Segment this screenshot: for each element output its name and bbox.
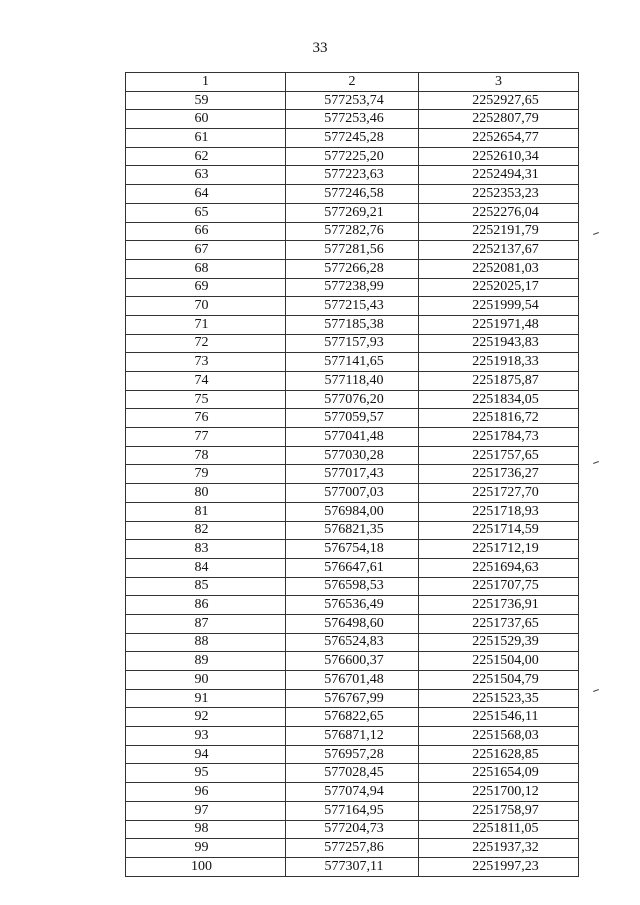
y-coordinate-cell: 2251712,19: [419, 540, 579, 559]
x-coordinate-cell: 576536,49: [286, 596, 419, 615]
point-number-cell: 98: [126, 820, 286, 839]
x-coordinate-cell: 577215,43: [286, 297, 419, 316]
point-number-cell: 69: [126, 278, 286, 297]
y-coordinate-cell: 2252025,17: [419, 278, 579, 297]
y-coordinate-cell: 2251811,05: [419, 820, 579, 839]
y-coordinate-cell: 2252654,77: [419, 129, 579, 148]
y-coordinate-cell: 2251784,73: [419, 428, 579, 447]
x-coordinate-cell: 576821,35: [286, 521, 419, 540]
table-row: [126, 502, 579, 521]
x-coordinate-cell: 577269,21: [286, 203, 419, 222]
x-coordinate-cell: 576598,53: [286, 577, 419, 596]
y-coordinate-cell: 2252807,79: [419, 110, 579, 129]
table-row: [126, 558, 579, 577]
point-number-cell: 94: [126, 745, 286, 764]
point-number-cell: 88: [126, 633, 286, 652]
point-number-cell: 89: [126, 652, 286, 671]
x-coordinate-cell: 577223,63: [286, 166, 419, 185]
point-number-cell: 77: [126, 428, 286, 447]
table-row: [126, 801, 579, 820]
point-number-cell: 81: [126, 502, 286, 521]
y-coordinate-cell: 2251736,91: [419, 596, 579, 615]
y-coordinate-cell: 2251736,27: [419, 465, 579, 484]
x-coordinate-cell: 577141,65: [286, 353, 419, 372]
point-number-cell: 61: [126, 129, 286, 148]
table-row: [126, 147, 579, 166]
point-number-cell: 64: [126, 185, 286, 204]
y-coordinate-cell: 2252610,34: [419, 147, 579, 166]
x-coordinate-cell: 576957,28: [286, 745, 419, 764]
table-row: [126, 278, 579, 297]
x-coordinate-cell: 577074,94: [286, 783, 419, 802]
x-coordinate-cell: 577028,45: [286, 764, 419, 783]
point-number-cell: 78: [126, 446, 286, 465]
point-number-cell: 59: [126, 91, 286, 110]
y-coordinate-cell: 2251718,93: [419, 502, 579, 521]
table-row: [126, 428, 579, 447]
y-coordinate-cell: 2251714,59: [419, 521, 579, 540]
y-coordinate-cell: 2252081,03: [419, 259, 579, 278]
y-coordinate-cell: 2252353,23: [419, 185, 579, 204]
y-coordinate-cell: 2251504,79: [419, 671, 579, 690]
x-coordinate-cell: 576524,83: [286, 633, 419, 652]
y-coordinate-cell: 2252276,04: [419, 203, 579, 222]
x-coordinate-cell: 577246,58: [286, 185, 419, 204]
y-coordinate-cell: 2251523,35: [419, 689, 579, 708]
y-coordinate-cell: 2251758,97: [419, 801, 579, 820]
y-coordinate-cell: 2251700,12: [419, 783, 579, 802]
header-row: [126, 73, 579, 92]
y-coordinate-cell: 2252137,67: [419, 241, 579, 260]
point-number-cell: 99: [126, 839, 286, 858]
table-row: [126, 110, 579, 129]
y-coordinate-cell: 2251568,03: [419, 727, 579, 746]
x-coordinate-cell: 577059,57: [286, 409, 419, 428]
y-coordinate-cell: 2251546,11: [419, 708, 579, 727]
point-number-cell: 85: [126, 577, 286, 596]
x-coordinate-cell: 577257,86: [286, 839, 419, 858]
table-row: [126, 577, 579, 596]
x-coordinate-cell: 576498,60: [286, 614, 419, 633]
y-coordinate-cell: 2251937,32: [419, 839, 579, 858]
y-coordinate-cell: 2251628,85: [419, 745, 579, 764]
table-row: [126, 259, 579, 278]
point-number-cell: 63: [126, 166, 286, 185]
table-row: [126, 166, 579, 185]
table-row: [126, 521, 579, 540]
point-number-cell: 87: [126, 614, 286, 633]
table-row: [126, 484, 579, 503]
y-coordinate-cell: 2251707,75: [419, 577, 579, 596]
point-number-cell: 90: [126, 671, 286, 690]
table-row: [126, 203, 579, 222]
y-coordinate-cell: 2251737,65: [419, 614, 579, 633]
point-number-cell: 91: [126, 689, 286, 708]
y-coordinate-cell: 2251529,39: [419, 633, 579, 652]
table-row: [126, 783, 579, 802]
x-coordinate-cell: 577253,74: [286, 91, 419, 110]
y-coordinate-cell: 2251875,87: [419, 372, 579, 391]
x-coordinate-cell: 577007,03: [286, 484, 419, 503]
table-row: [126, 857, 579, 876]
table-row: [126, 129, 579, 148]
x-coordinate-cell: 576822,65: [286, 708, 419, 727]
table-row: [126, 353, 579, 372]
y-coordinate-cell: 2251999,54: [419, 297, 579, 316]
x-coordinate-cell: 576871,12: [286, 727, 419, 746]
table-row: [126, 315, 579, 334]
x-coordinate-cell: 577281,56: [286, 241, 419, 260]
x-coordinate-cell: 577204,73: [286, 820, 419, 839]
y-coordinate-cell: 2251971,48: [419, 315, 579, 334]
point-number-cell: 79: [126, 465, 286, 484]
x-coordinate-cell: 577307,11: [286, 857, 419, 876]
x-coordinate-cell: 577076,20: [286, 390, 419, 409]
table-row: [126, 372, 579, 391]
table-row: [126, 540, 579, 559]
y-coordinate-cell: 2251918,33: [419, 353, 579, 372]
x-coordinate-cell: 577282,76: [286, 222, 419, 241]
x-coordinate-cell: 577245,28: [286, 129, 419, 148]
table-row: [126, 745, 579, 764]
table-row: [126, 764, 579, 783]
table-row: [126, 222, 579, 241]
header-col-2: 2: [286, 73, 419, 92]
point-number-cell: 84: [126, 558, 286, 577]
x-coordinate-cell: 576984,00: [286, 502, 419, 521]
table-row: [126, 614, 579, 633]
y-coordinate-cell: 2251727,70: [419, 484, 579, 503]
y-coordinate-cell: 2252494,31: [419, 166, 579, 185]
y-coordinate-cell: 2251997,23: [419, 857, 579, 876]
header-col-1: 1: [126, 73, 286, 92]
table-row: [126, 446, 579, 465]
table-row: [126, 334, 579, 353]
point-number-cell: 73: [126, 353, 286, 372]
point-number-cell: 65: [126, 203, 286, 222]
point-number-cell: 66: [126, 222, 286, 241]
point-number-cell: 68: [126, 259, 286, 278]
table-row: [126, 689, 579, 708]
table-row: [126, 241, 579, 260]
x-coordinate-cell: 576701,48: [286, 671, 419, 690]
point-number-cell: 93: [126, 727, 286, 746]
point-number-cell: 80: [126, 484, 286, 503]
point-number-cell: 96: [126, 783, 286, 802]
margin-mark: [593, 461, 599, 464]
point-number-cell: 83: [126, 540, 286, 559]
header-col-3: 3: [419, 73, 579, 92]
table-body: [126, 91, 579, 876]
table-row: [126, 839, 579, 858]
point-number-cell: 86: [126, 596, 286, 615]
point-number-cell: 71: [126, 315, 286, 334]
y-coordinate-cell: 2251504,00: [419, 652, 579, 671]
table-row: [126, 390, 579, 409]
x-coordinate-cell: 577238,99: [286, 278, 419, 297]
table-row: [126, 91, 579, 110]
x-coordinate-cell: 576600,37: [286, 652, 419, 671]
point-number-cell: 97: [126, 801, 286, 820]
point-number-cell: 72: [126, 334, 286, 353]
y-coordinate-cell: 2251816,72: [419, 409, 579, 428]
point-number-cell: 75: [126, 390, 286, 409]
x-coordinate-cell: 577118,40: [286, 372, 419, 391]
y-coordinate-cell: 2251757,65: [419, 446, 579, 465]
point-number-cell: 92: [126, 708, 286, 727]
margin-mark: [593, 232, 599, 235]
x-coordinate-cell: 577041,48: [286, 428, 419, 447]
y-coordinate-cell: 2251834,05: [419, 390, 579, 409]
table-row: [126, 596, 579, 615]
coordinates-table: [125, 72, 579, 877]
table-row: [126, 409, 579, 428]
x-coordinate-cell: 577225,20: [286, 147, 419, 166]
x-coordinate-cell: 577157,93: [286, 334, 419, 353]
table-header: [126, 73, 579, 92]
x-coordinate-cell: 577185,38: [286, 315, 419, 334]
x-coordinate-cell: 577030,28: [286, 446, 419, 465]
point-number-cell: 100: [126, 857, 286, 876]
x-coordinate-cell: 577253,46: [286, 110, 419, 129]
table-row: [126, 652, 579, 671]
table-row: [126, 633, 579, 652]
y-coordinate-cell: 2251654,09: [419, 764, 579, 783]
x-coordinate-cell: 576767,99: [286, 689, 419, 708]
y-coordinate-cell: 2252927,65: [419, 91, 579, 110]
y-coordinate-cell: 2251694,63: [419, 558, 579, 577]
margin-mark: [593, 689, 599, 692]
point-number-cell: 70: [126, 297, 286, 316]
x-coordinate-cell: 576754,18: [286, 540, 419, 559]
page-number: 33: [312, 40, 328, 56]
x-coordinate-cell: 577164,95: [286, 801, 419, 820]
table-row: [126, 297, 579, 316]
y-coordinate-cell: 2252191,79: [419, 222, 579, 241]
table-row: [126, 671, 579, 690]
point-number-cell: 62: [126, 147, 286, 166]
table-row: [126, 727, 579, 746]
point-number-cell: 60: [126, 110, 286, 129]
table-row: [126, 820, 579, 839]
point-number-cell: 76: [126, 409, 286, 428]
point-number-cell: 74: [126, 372, 286, 391]
point-number-cell: 82: [126, 521, 286, 540]
point-number-cell: 95: [126, 764, 286, 783]
y-coordinate-cell: 2251943,83: [419, 334, 579, 353]
x-coordinate-cell: 576647,61: [286, 558, 419, 577]
table-row: [126, 465, 579, 484]
x-coordinate-cell: 577017,43: [286, 465, 419, 484]
x-coordinate-cell: 577266,28: [286, 259, 419, 278]
table-row: [126, 185, 579, 204]
table-row: [126, 708, 579, 727]
point-number-cell: 67: [126, 241, 286, 260]
